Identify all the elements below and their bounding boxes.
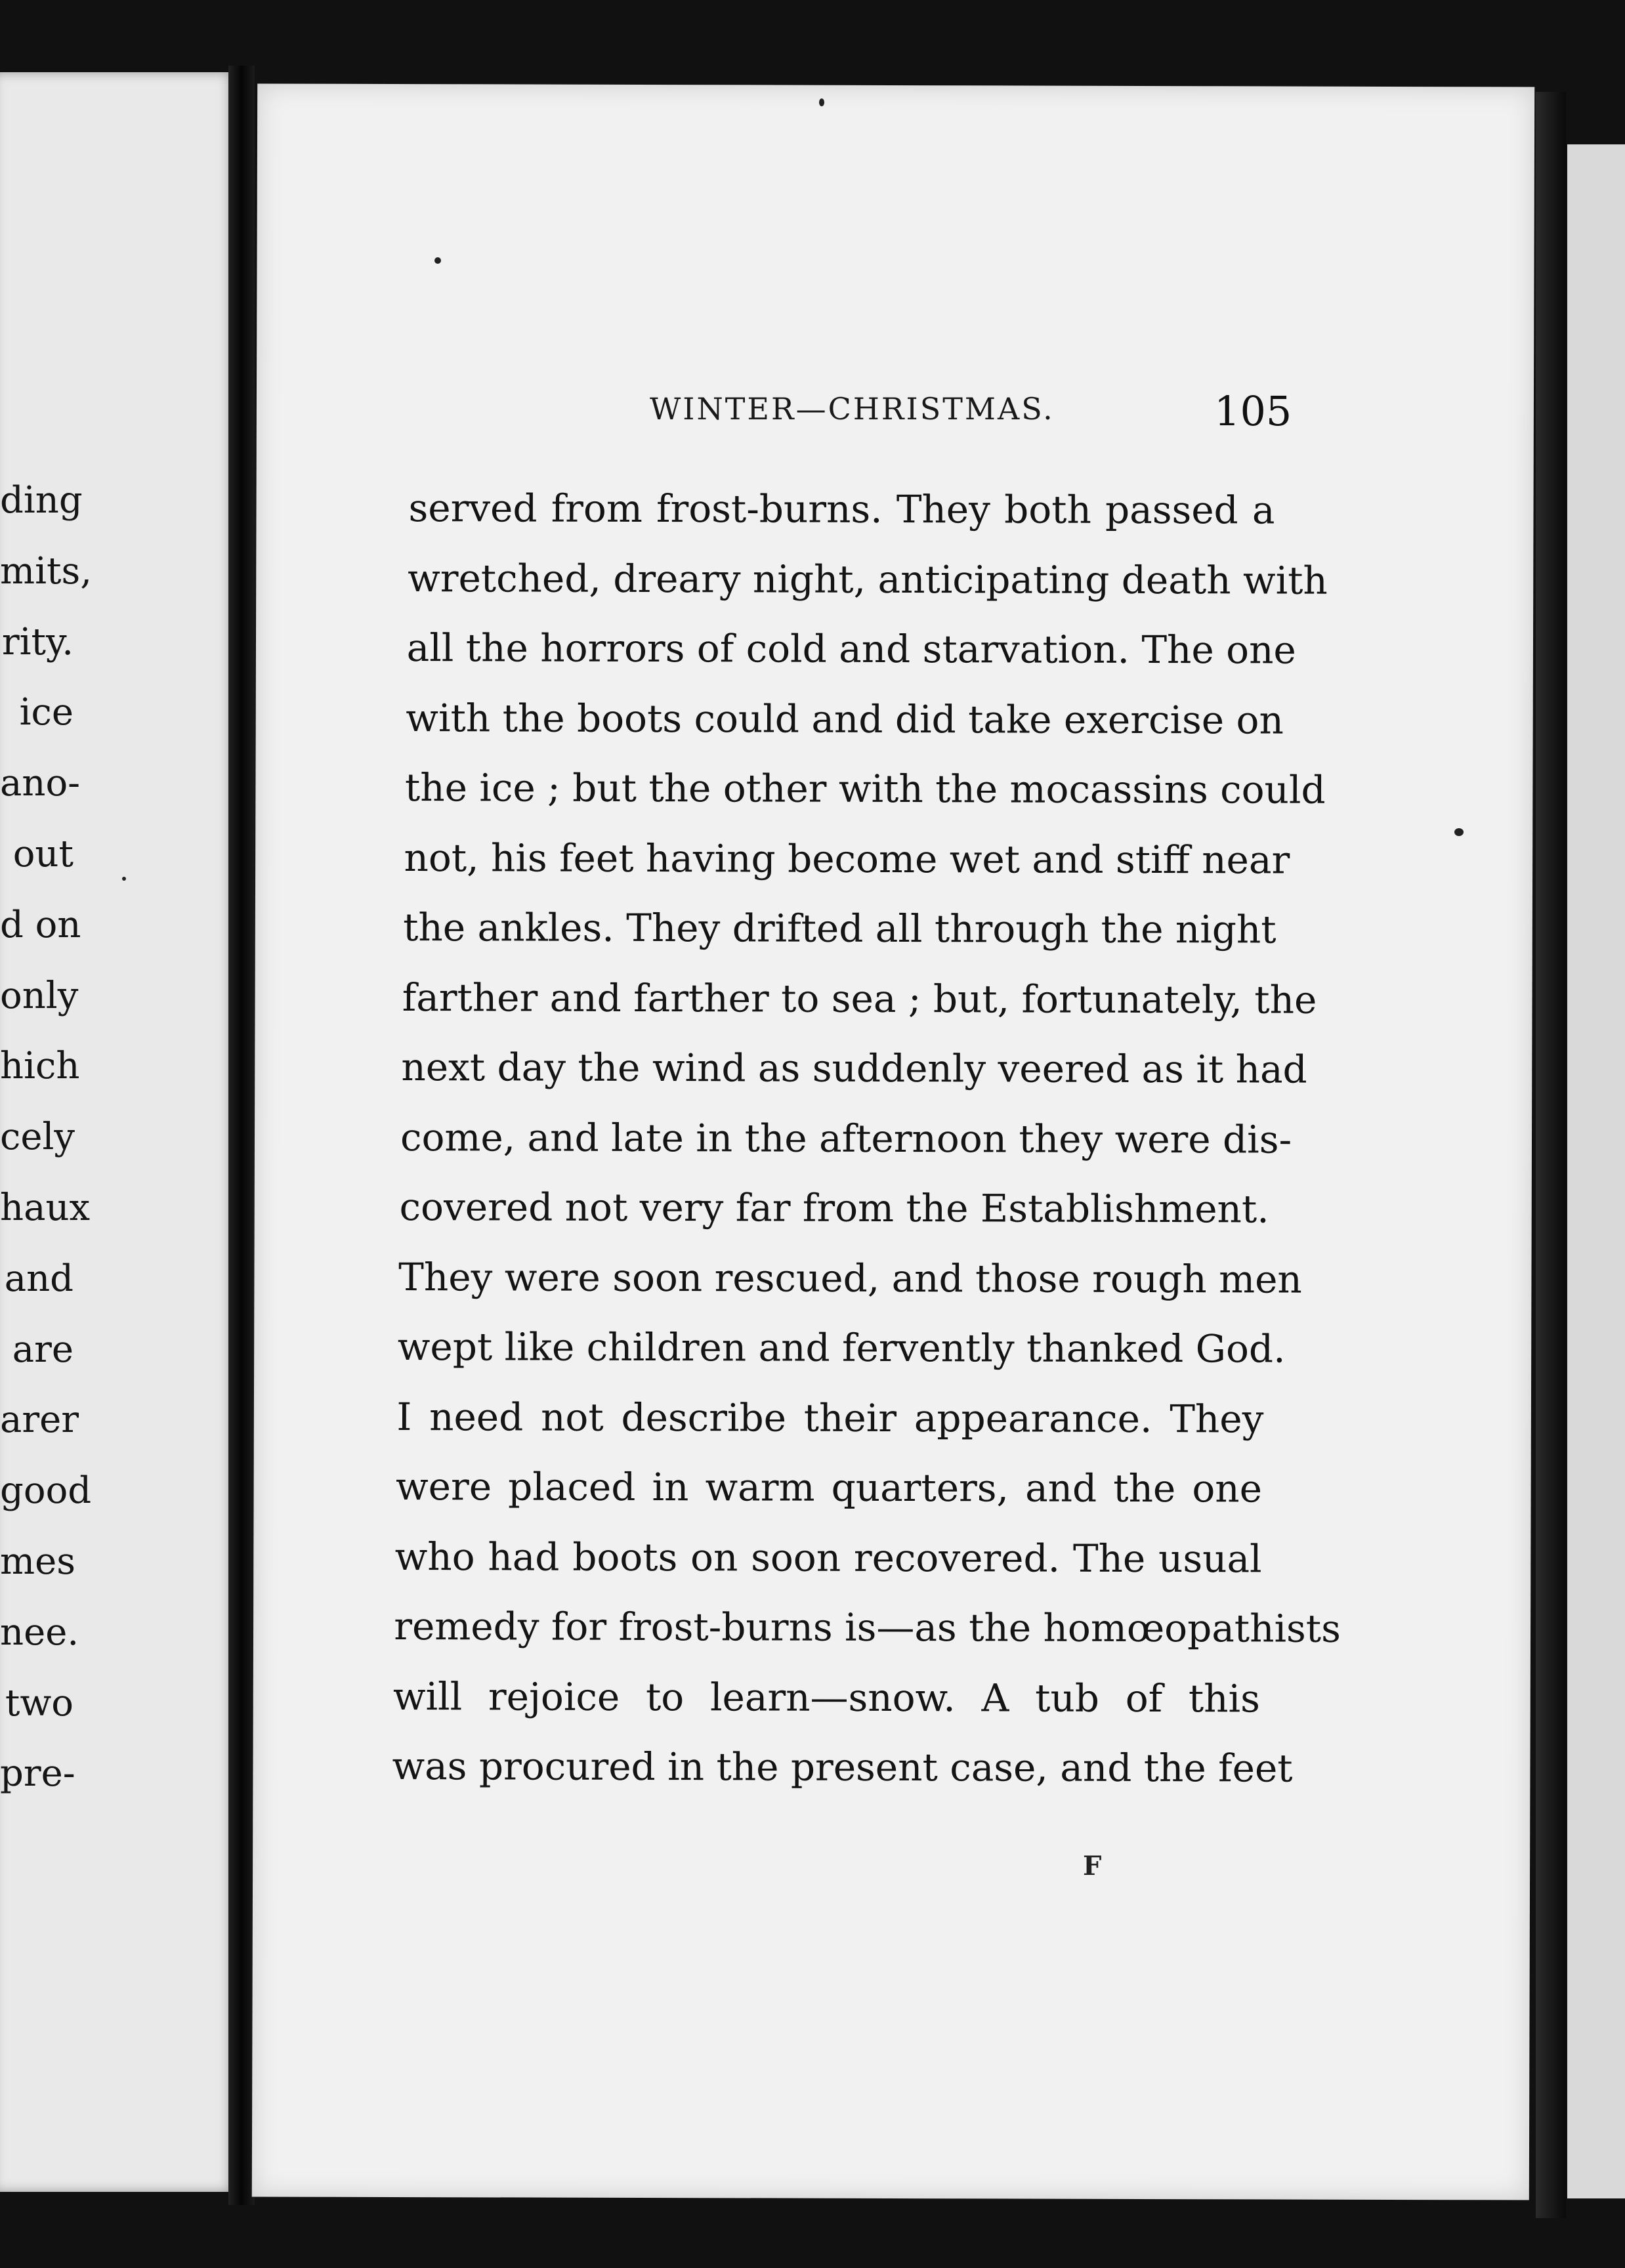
text-line: were placed in warm quarters, and the one [395, 1464, 1263, 1511]
left-page-fragment: rity. [1, 620, 74, 663]
left-page-fragment: ding [0, 479, 83, 522]
left-page-fragment: arer [0, 1398, 79, 1442]
text-line: wretched, dreary night, anticipating death with [408, 555, 1328, 603]
text-line: next day the wind as suddenly veered as it had [401, 1045, 1307, 1092]
dust-speck [434, 257, 441, 264]
dust-speck [122, 877, 126, 881]
left-page-fragment: and [4, 1257, 74, 1300]
text-line: They were soon rescued, and those rough men [398, 1254, 1302, 1302]
text-line: the ice ; but the other with the mocassins could [404, 765, 1326, 812]
left-page-fragment: only [0, 974, 79, 1017]
left-page-fragment: mes [0, 1540, 75, 1583]
text-line: who had boots on soon recovered. The usual [394, 1534, 1262, 1581]
left-page-fragment: mits, [0, 549, 93, 593]
left-page-text-fragments [0, 72, 93, 2192]
page-edge-shadow [1536, 92, 1566, 2218]
signature-mark: F [1083, 1851, 1102, 1881]
text-line: I need not describe their appearance. They [396, 1394, 1264, 1441]
left-page-fragment: two [5, 1681, 74, 1725]
left-page-fragment: ice [19, 691, 74, 734]
dust-speck [1454, 828, 1464, 836]
left-page-fragment: haux [0, 1186, 91, 1229]
text-line: all the horrors of cold and starvation. The one [406, 625, 1296, 673]
text-line: farther and farther to sea ; but, fortunately, the [402, 975, 1317, 1022]
text-line: served from frost-burns. They both passed a [408, 486, 1275, 533]
left-page-fragment: are [12, 1328, 74, 1371]
left-page-fragment: hich [0, 1045, 80, 1088]
text-line: was procured in the present case, and the feet [392, 1744, 1293, 1791]
text-line: the ankles. They drifted all through the night [403, 905, 1277, 952]
running-head: WINTER—CHRISTMAS. [650, 391, 1055, 427]
text-line: come, and late in the afternoon they were dis- [400, 1114, 1292, 1162]
text-line: will rejoice to learn—snow. A tub of this [392, 1673, 1260, 1721]
text-line: covered not very far from the Establishment. [399, 1185, 1269, 1232]
text-line: not, his feet having become wet and stiff near [404, 835, 1290, 883]
left-page-fragment: cely [0, 1116, 75, 1159]
left-page-fragment: d on [0, 903, 81, 946]
book-gutter [228, 66, 255, 2205]
page-number: 105 [1214, 387, 1292, 435]
text-line: wept like children and fervently thanked God. [397, 1324, 1286, 1372]
text-line: with the boots could and did take exercise on [406, 695, 1284, 743]
left-page-fragment: good [0, 1469, 92, 1513]
left-page-fragment: pre- [0, 1752, 75, 1796]
next-page-edge [1567, 144, 1625, 2198]
left-page-fragment: nee. [0, 1610, 79, 1654]
left-page-fragment: ano- [0, 762, 81, 805]
left-page-fragment: out [12, 833, 74, 875]
dust-speck [819, 98, 824, 106]
text-line: remedy for frost-burns is—as the homœopathists [394, 1604, 1341, 1651]
left-page [0, 72, 236, 2192]
